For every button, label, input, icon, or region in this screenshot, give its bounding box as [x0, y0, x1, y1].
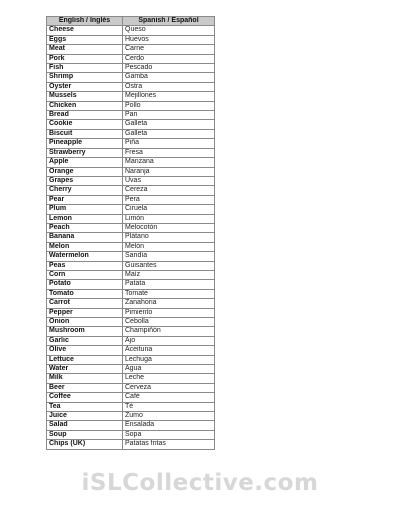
table-row: [47, 365, 215, 374]
spanish-word: Naranja: [123, 167, 215, 176]
english-word: Pepper: [47, 308, 123, 317]
spanish-word: Huevos: [123, 35, 215, 44]
english-word: Water: [47, 365, 123, 374]
spanish-word: Pollo: [123, 101, 215, 110]
english-word: Peas: [47, 261, 123, 270]
english-word: Oyster: [47, 82, 123, 91]
table-body: [47, 26, 215, 449]
table-row: [47, 440, 215, 449]
spanish-word: Pan: [123, 111, 215, 120]
spanish-word: Zanahoria: [123, 299, 215, 308]
spanish-word: Patata: [123, 280, 215, 289]
table-row: [47, 158, 215, 167]
english-word: Carrot: [47, 299, 123, 308]
english-word: Garlic: [47, 336, 123, 345]
spanish-word: Cerveza: [123, 383, 215, 392]
table-row: [47, 111, 215, 120]
english-word: Mushroom: [47, 327, 123, 336]
vocabulary-table: [46, 16, 215, 450]
spanish-word: Lechuga: [123, 355, 215, 364]
spanish-word: Pescado: [123, 64, 215, 73]
english-word: Lemon: [47, 214, 123, 223]
table-row: [47, 421, 215, 430]
english-word: Orange: [47, 167, 123, 176]
header-spanish: Spanish / Español: [123, 17, 215, 26]
table-row: [47, 205, 215, 214]
table-row: [47, 148, 215, 157]
spanish-word: Agua: [123, 365, 215, 374]
english-word: Watermelon: [47, 252, 123, 261]
table-row: [47, 73, 215, 82]
table-row: [47, 176, 215, 185]
spanish-word: Manzana: [123, 158, 215, 167]
table-row: [47, 412, 215, 421]
table-row: [47, 355, 215, 364]
english-word: Bread: [47, 111, 123, 120]
spanish-word: Cereza: [123, 186, 215, 195]
english-word: Fish: [47, 64, 123, 73]
spanish-word: Maíz: [123, 270, 215, 279]
spanish-word: Piña: [123, 139, 215, 148]
table-row: [47, 402, 215, 411]
english-word: Plum: [47, 205, 123, 214]
table-row: [47, 92, 215, 101]
table-row: [47, 383, 215, 392]
english-word: Potato: [47, 280, 123, 289]
spanish-word: Galleta: [123, 120, 215, 129]
spanish-word: Sandía: [123, 252, 215, 261]
table-row: [47, 393, 215, 402]
english-word: Tea: [47, 402, 123, 411]
spanish-word: Aceituna: [123, 346, 215, 355]
english-word: Tomato: [47, 289, 123, 298]
english-word: Mussels: [47, 92, 123, 101]
table-row: [47, 64, 215, 73]
english-word: Milk: [47, 374, 123, 383]
spanish-word: Cebolla: [123, 318, 215, 327]
english-word: Chicken: [47, 101, 123, 110]
spanish-word: Galleta: [123, 129, 215, 138]
table-row: [47, 45, 215, 54]
english-word: Salad: [47, 421, 123, 430]
english-word: Banana: [47, 233, 123, 242]
table-row: [47, 430, 215, 439]
english-word: Pineapple: [47, 139, 123, 148]
table-row: [47, 261, 215, 270]
english-word: Juice: [47, 412, 123, 421]
table-row: [47, 26, 215, 35]
english-word: Corn: [47, 270, 123, 279]
spanish-word: Sopa: [123, 430, 215, 439]
table-row: [47, 82, 215, 91]
table-row: [47, 54, 215, 63]
table-row: [47, 346, 215, 355]
english-word: Melon: [47, 242, 123, 251]
spanish-word: Champiñón: [123, 327, 215, 336]
english-word: Shrimp: [47, 73, 123, 82]
spanish-word: Leche: [123, 374, 215, 383]
spanish-word: Melocotón: [123, 223, 215, 232]
table-row: [47, 374, 215, 383]
spanish-word: Plátano: [123, 233, 215, 242]
table-row: [47, 120, 215, 129]
spanish-word: Ajo: [123, 336, 215, 345]
table-row: [47, 242, 215, 251]
table-row: [47, 308, 215, 317]
table-row: [47, 252, 215, 261]
table-row: [47, 327, 215, 336]
table-row: [47, 139, 215, 148]
table-row: [47, 289, 215, 298]
english-word: Coffee: [47, 393, 123, 402]
english-word: Chips (UK): [47, 440, 123, 449]
table-header: [47, 17, 215, 26]
spanish-word: Mejillones: [123, 92, 215, 101]
english-word: Biscuit: [47, 129, 123, 138]
spanish-word: Té: [123, 402, 215, 411]
table-row: [47, 223, 215, 232]
english-word: Pork: [47, 54, 123, 63]
table-row: [47, 35, 215, 44]
spanish-word: Pera: [123, 195, 215, 204]
english-word: Lettuce: [47, 355, 123, 364]
table-row: [47, 270, 215, 279]
english-word: Strawberry: [47, 148, 123, 157]
english-word: Pear: [47, 195, 123, 204]
header-english: English / Inglés: [47, 17, 123, 26]
table-row: [47, 186, 215, 195]
site-watermark: iSLCollective.com: [81, 470, 319, 496]
table-row: [47, 233, 215, 242]
spanish-word: Tomate: [123, 289, 215, 298]
english-word: Meat: [47, 45, 123, 54]
spanish-word: Patatas fritas: [123, 440, 215, 449]
spanish-word: Ciruela: [123, 205, 215, 214]
english-word: Peach: [47, 223, 123, 232]
table-row: [47, 299, 215, 308]
table-row: [47, 336, 215, 345]
english-word: Onion: [47, 318, 123, 327]
table-row: [47, 129, 215, 138]
spanish-word: Zumo: [123, 412, 215, 421]
spanish-word: Carne: [123, 45, 215, 54]
table-row: [47, 318, 215, 327]
english-word: Eggs: [47, 35, 123, 44]
spanish-word: Café: [123, 393, 215, 402]
table-row: [47, 167, 215, 176]
spanish-word: Guisantes: [123, 261, 215, 270]
spanish-word: Queso: [123, 26, 215, 35]
spanish-word: Pimiento: [123, 308, 215, 317]
spanish-word: Ostra: [123, 82, 215, 91]
table-row: [47, 214, 215, 223]
header-row: [47, 17, 215, 26]
table-row: [47, 195, 215, 204]
english-word: Beer: [47, 383, 123, 392]
spanish-word: Uvas: [123, 176, 215, 185]
spanish-word: Ensalada: [123, 421, 215, 430]
spanish-word: Cerdo: [123, 54, 215, 63]
english-word: Soup: [47, 430, 123, 439]
english-word: Grapes: [47, 176, 123, 185]
spanish-word: Melón: [123, 242, 215, 251]
english-word: Olive: [47, 346, 123, 355]
english-word: Cookie: [47, 120, 123, 129]
table-row: [47, 101, 215, 110]
table-row: [47, 280, 215, 289]
spanish-word: Fresa: [123, 148, 215, 157]
english-word: Cheese: [47, 26, 123, 35]
spanish-word: Gamba: [123, 73, 215, 82]
spanish-word: Limón: [123, 214, 215, 223]
english-word: Apple: [47, 158, 123, 167]
english-word: Cherry: [47, 186, 123, 195]
